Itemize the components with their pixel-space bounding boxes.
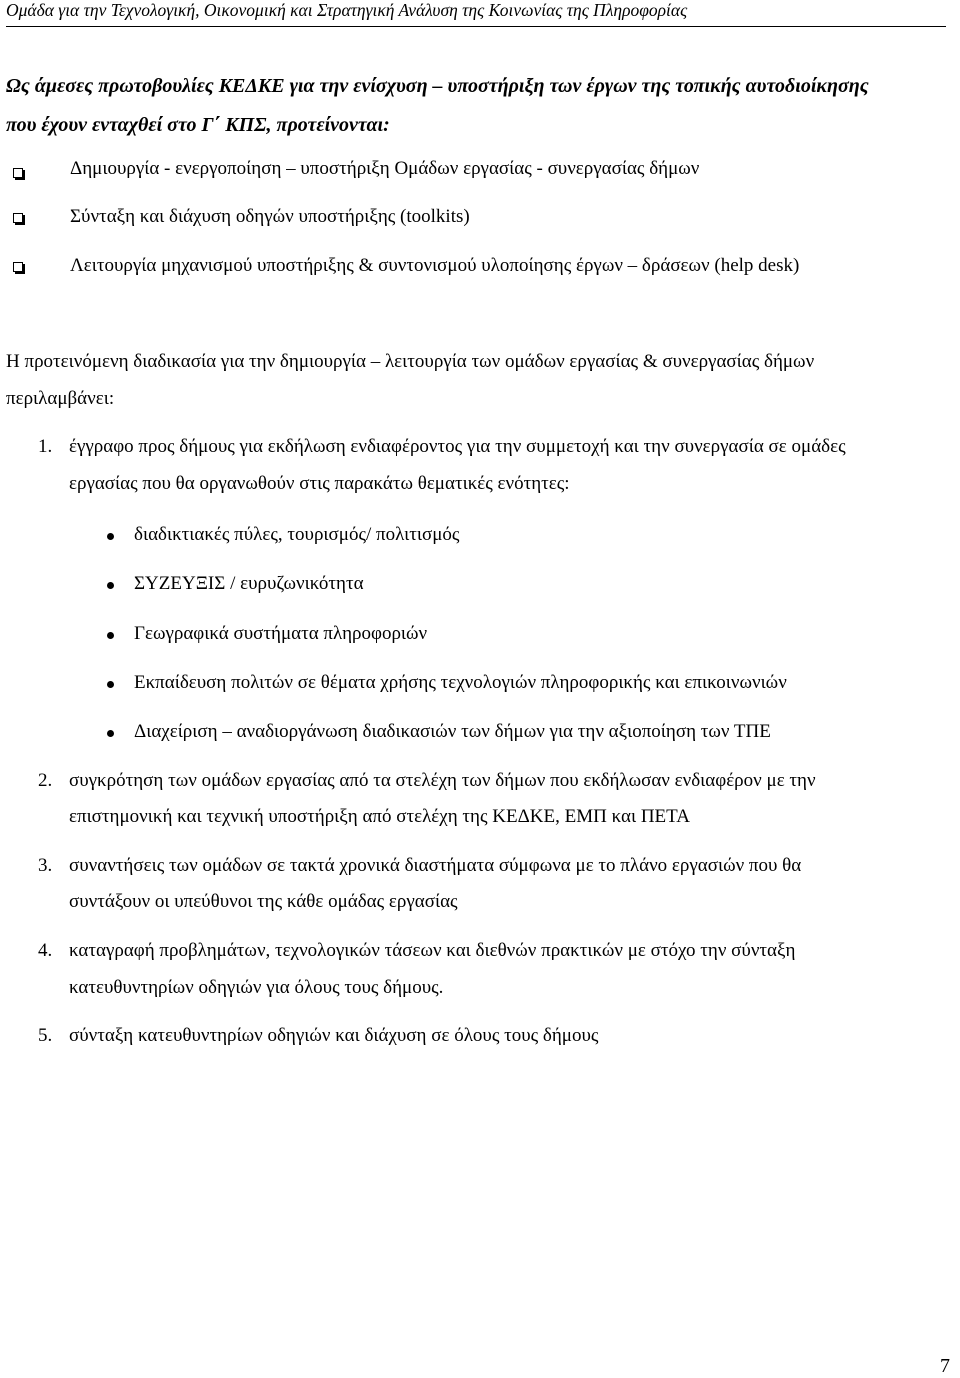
bullet-icon: [107, 533, 114, 540]
step-number: 3.: [38, 855, 53, 876]
page-number: 7: [940, 1355, 950, 1377]
square-bullet-icon: [13, 168, 23, 178]
square-bullet-icon: [13, 262, 23, 272]
initiative-item: Λειτουργία μηχανισμού υποστήριξης & συντονισμού υλοποίησης έργων – δράσεων (help desk): [70, 255, 800, 276]
step-number: 5.: [38, 1025, 53, 1046]
bullet-icon: [107, 582, 114, 589]
step-text-line-1: σύνταξη κατευθυντηρίων οδηγιών και διάχυση σε όλους τους δήμους: [69, 1025, 599, 1046]
step-text-line-1: καταγραφή προβλημάτων, τεχνολογικών τάσεων και διεθνών πρακτικών με στόχο την σύνταξη: [69, 940, 796, 961]
topic-item: Εκπαίδευση πολιτών σε θέματα χρήσης τεχνολογιών πληροφορικής και επικοινωνιών: [134, 672, 787, 693]
initiative-item: Δημιουργία - ενεργοποίηση – υποστήριξη Ομάδων εργασίας - συνεργασίας δήμων: [70, 158, 700, 179]
step-text-line-1: έγγραφο προς δήμους για εκδήλωση ενδιαφέροντος για την συμμετοχή και την συνεργασία σε ομάδες: [69, 436, 846, 457]
topic-item: Γεωγραφικά συστήματα πληροφοριών: [134, 623, 428, 644]
procedure-line-2: περιλαμβάνει:: [6, 388, 115, 409]
step-text-line-2: επιστημονική και τεχνική υποστήριξη από στελέχη της ΚΕΔΚΕ, ΕΜΠ και ΠΕΤΑ: [69, 806, 690, 827]
step-number: 2.: [38, 770, 53, 791]
step-text-line-2: εργασίας που θα οργανωθούν στις παρακάτω θεματικές ενότητες:: [69, 473, 570, 494]
square-bullet-icon: [13, 213, 23, 223]
step-text-line-1: συναντήσεις των ομάδων σε τακτά χρονικά διαστήματα σύμφωνα με το πλάνο εργασιών που θα: [69, 855, 802, 876]
topic-item: ΣΥΖΕΥΞΙΣ / ευρυζωνικότητα: [134, 573, 364, 594]
step-number: 1.: [38, 436, 53, 457]
bullet-icon: [107, 632, 114, 639]
step-text-line-1: συγκρότηση των ομάδων εργασίας από τα στελέχη των δήμων που εκδήλωσαν ενδιαφέρον με την: [69, 770, 816, 791]
step-text-line-2: κατευθυντηρίων οδηγιών για όλους τους δήμους.: [69, 977, 444, 998]
intro-line-1: Ως άμεσες πρωτοβουλίες ΚΕΔΚΕ για την ενίσχυση – υποστήριξη των έργων της τοπικής αυτοδιοίκησης: [6, 75, 869, 97]
procedure-line-1: Η προτεινόμενη διαδικασία για την δημιουργία – λειτουργία των ομάδων εργασίας & συνεργασίας δήμων: [6, 351, 815, 372]
step-number: 4.: [38, 940, 53, 961]
topic-item: Διαχείριση – αναδιοργάνωση διαδικασιών των δήμων για την αξιοποίηση των ΤΠΕ: [134, 721, 771, 742]
topic-item: διαδικτιακές πύλες, τουρισμός/ πολιτισμός: [134, 524, 460, 545]
initiative-item: Σύνταξη και διάχυση οδηγών υποστήριξης (toolkits): [70, 206, 470, 227]
step-text-line-2: συντάξουν οι υπεύθυνοι της κάθε ομάδας εργασίας: [69, 891, 458, 912]
bullet-icon: [107, 730, 114, 737]
running-header: [6, 0, 946, 27]
intro-line-2: που έχουν ενταχθεί στο Γ΄ ΚΠΣ, προτείνονται:: [6, 114, 390, 136]
running-title: Ομάδα για την Τεχνολογική, Οικονομική και Στρατηγική Ανάλυση της Κοινωνίας της Πληροφορίας: [6, 0, 688, 20]
bullet-icon: [107, 681, 114, 688]
